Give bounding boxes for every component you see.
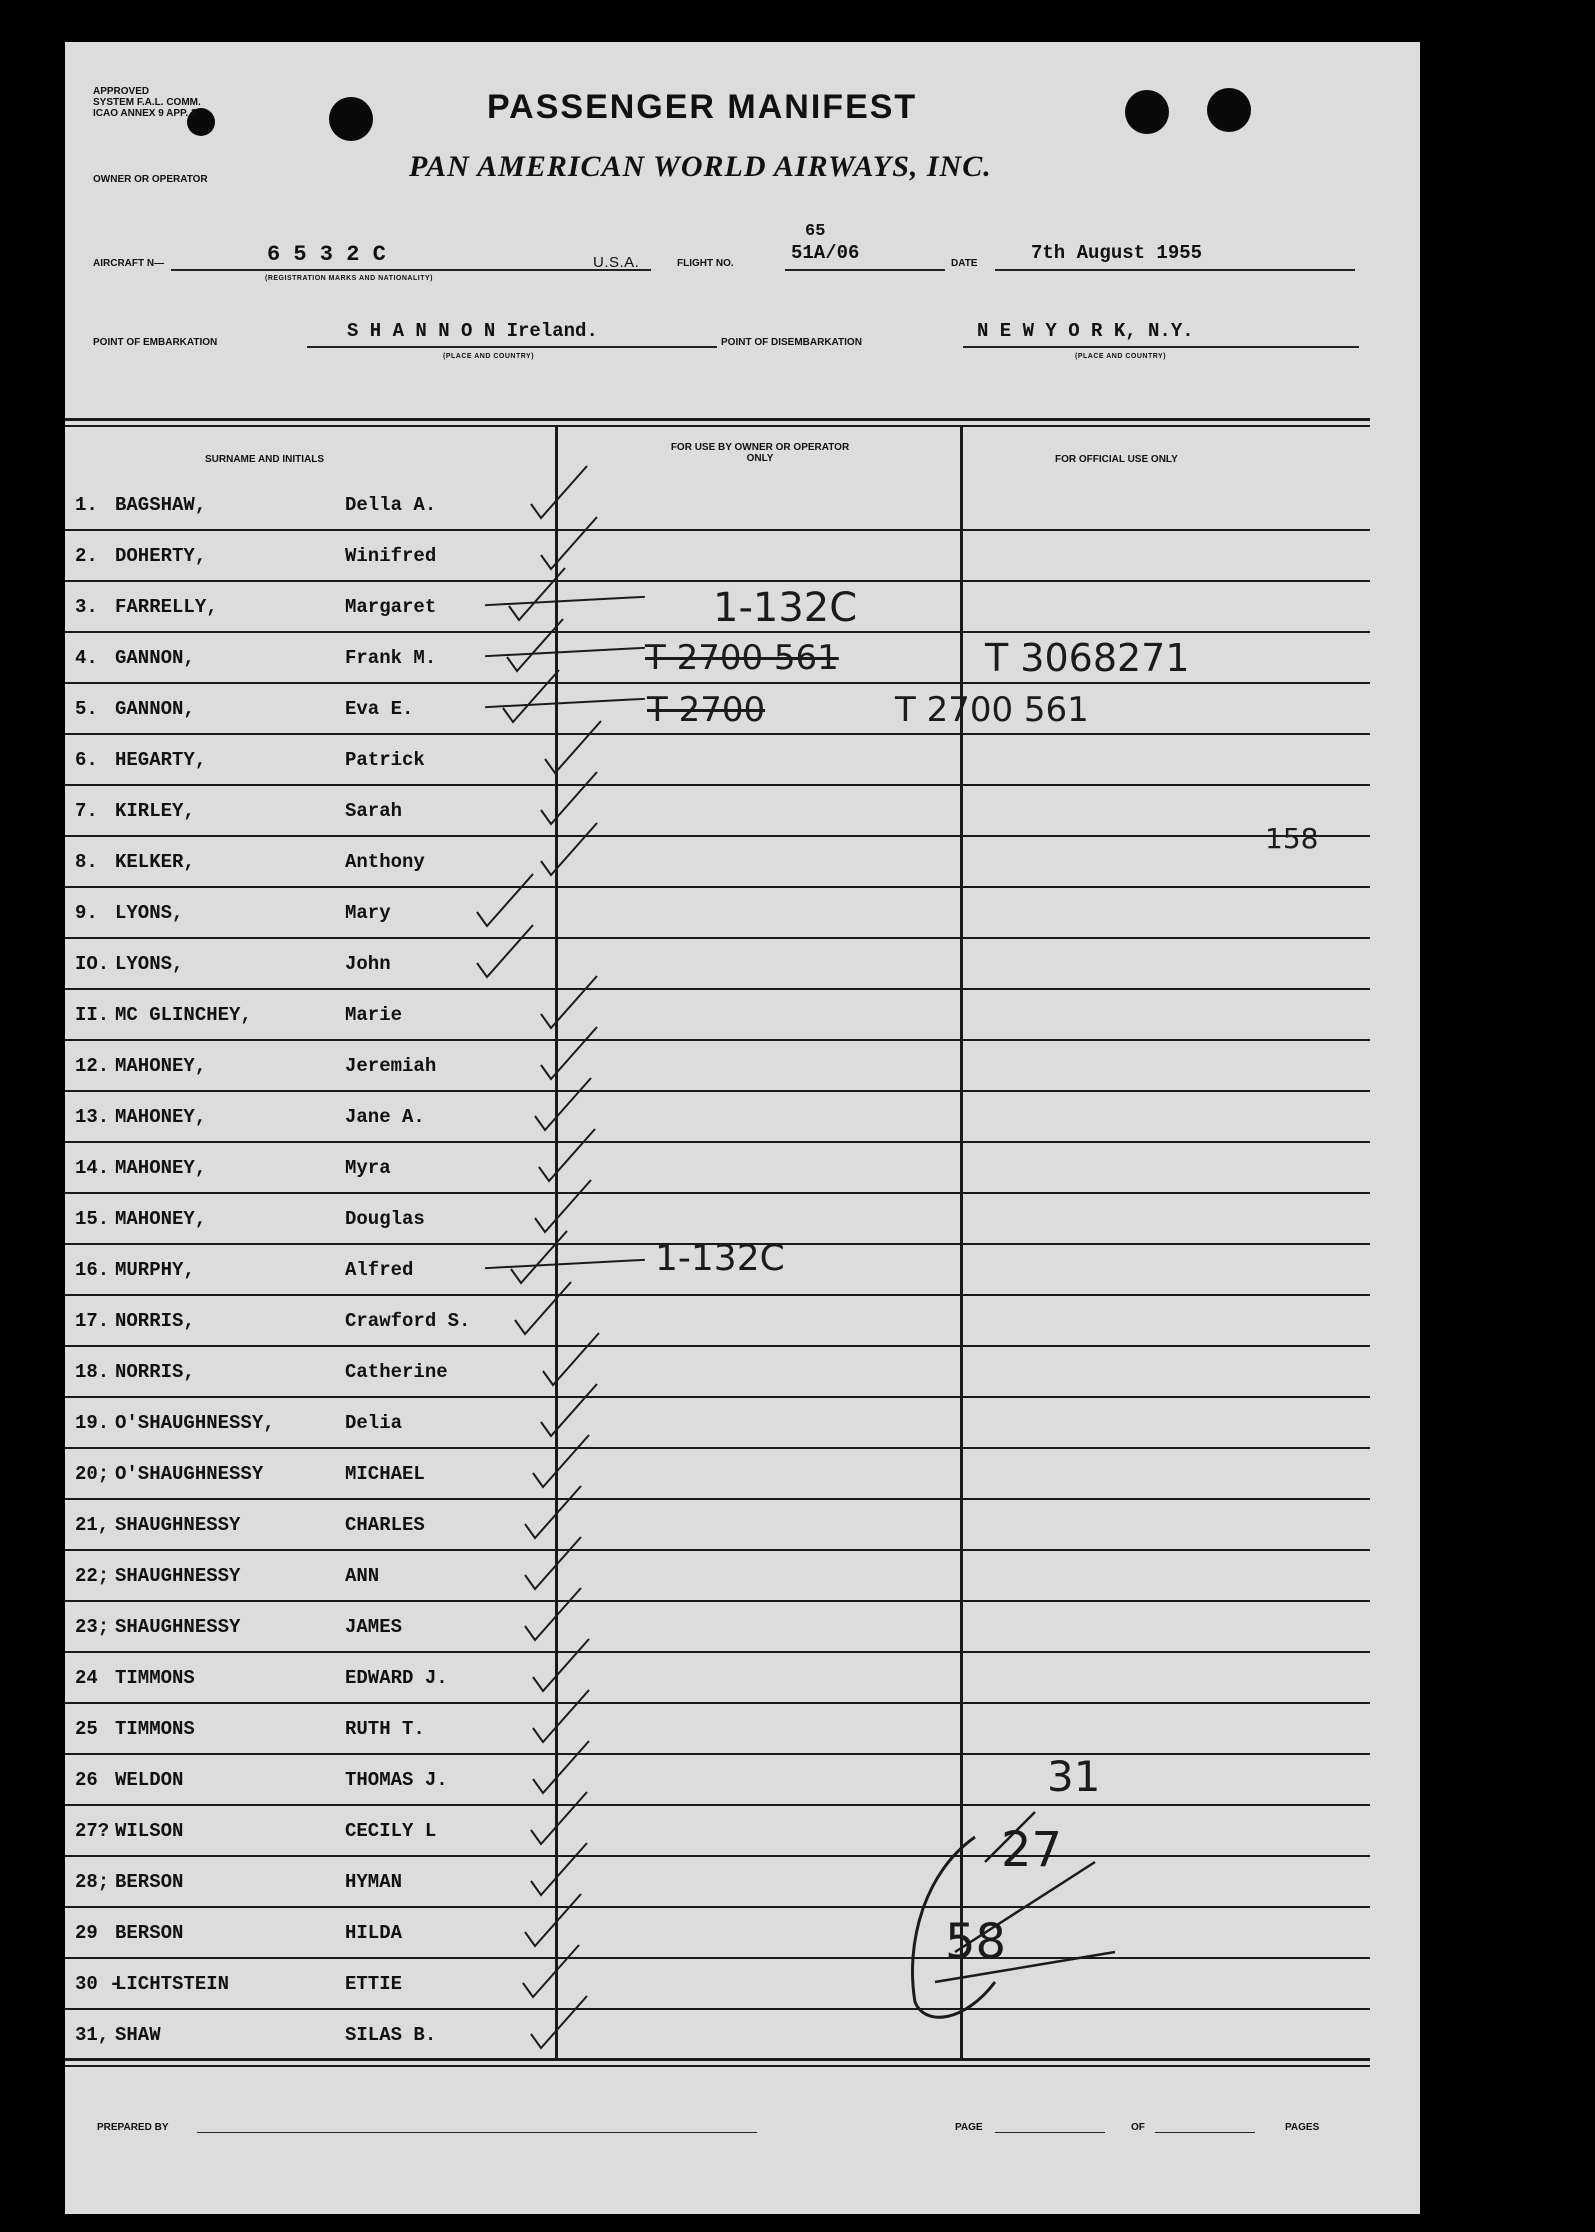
passenger-given-name: Anthony: [345, 851, 425, 873]
passenger-number: 27?: [75, 1820, 110, 1842]
table-row: [65, 1143, 1370, 1194]
passenger-number: IO.: [75, 953, 110, 975]
table-row: [65, 1449, 1370, 1500]
passenger-given-name: Catherine: [345, 1361, 448, 1383]
passenger-given-name: CHARLES: [345, 1514, 425, 1536]
passenger-surname: SHAUGHNESSY: [115, 1565, 241, 1587]
passenger-number: II.: [75, 1004, 110, 1026]
table-row: [65, 1398, 1370, 1449]
table-row: [65, 786, 1370, 837]
table-row: [65, 1347, 1370, 1398]
passenger-surname: DOHERTY,: [115, 545, 207, 567]
passenger-surname: SHAUGHNESSY: [115, 1514, 241, 1536]
aircraft-underline: [171, 269, 651, 271]
passenger-given-name: Jeremiah: [345, 1055, 437, 1077]
table-row: [65, 531, 1370, 582]
passenger-given-name: Mary: [345, 902, 391, 924]
passenger-number: 20;: [75, 1463, 110, 1485]
aircraft-sub: (REGISTRATION MARKS AND NATIONALITY): [265, 275, 433, 282]
table-row: [65, 888, 1370, 939]
check-mark-icon: [535, 819, 605, 879]
page-title: PASSENGER MANIFEST: [487, 88, 918, 126]
passenger-number: 13.: [75, 1106, 110, 1128]
passenger-number: 15.: [75, 1208, 110, 1230]
check-mark-icon: [471, 921, 541, 981]
punch-hole-right-1: [1125, 90, 1169, 134]
passenger-number: 14.: [75, 1157, 110, 1179]
passenger-surname: BERSON: [115, 1871, 184, 1893]
passenger-given-name: Frank M.: [345, 647, 437, 669]
flight-underline: [785, 269, 945, 271]
flight-value: 51A/06: [791, 242, 860, 264]
flight-top: 65: [805, 222, 826, 241]
date-label: DATE: [951, 258, 978, 269]
passenger-number: 4.: [75, 647, 98, 669]
passenger-number: 17.: [75, 1310, 110, 1332]
passenger-number: 31,: [75, 2024, 110, 2046]
passenger-number: 25: [75, 1718, 98, 1740]
passenger-surname: WILSON: [115, 1820, 184, 1842]
table-row: [65, 1857, 1370, 1908]
handwriting-row4-official: T 3068271: [985, 636, 1190, 680]
disembark-sub: (PLACE AND COUNTRY): [1075, 353, 1167, 360]
embark-sub: (PLACE AND COUNTRY): [443, 353, 535, 360]
passenger-given-name: Della A.: [345, 494, 437, 516]
passenger-surname: SHAW: [115, 2024, 161, 2046]
passenger-surname: LICHTSTEIN: [115, 1973, 230, 1995]
passenger-given-name: Sarah: [345, 800, 403, 822]
passenger-number: 18.: [75, 1361, 110, 1383]
passenger-number: 3.: [75, 596, 98, 618]
handwriting-row16-owner: 1-132C: [655, 1238, 785, 1279]
passenger-number: 9.: [75, 902, 98, 924]
passenger-number: 23;: [75, 1616, 110, 1638]
usa-label: U.S.A.: [593, 254, 640, 271]
passenger-surname: O'SHAUGHNESSY: [115, 1463, 264, 1485]
column-header-official: FOR OFFICIAL USE ONLY: [1055, 454, 1178, 465]
table-row: [65, 480, 1370, 531]
flight-label: FLIGHT NO.: [677, 258, 734, 269]
tally-mid: 27: [1001, 1822, 1063, 1878]
disembark-value: N E W Y O R K, N.Y.: [977, 320, 1194, 342]
passenger-given-name: Delia: [345, 1412, 403, 1434]
passenger-given-name: ETTIE: [345, 1973, 403, 1995]
table-row: [65, 1092, 1370, 1143]
passenger-surname: SHAUGHNESSY: [115, 1616, 241, 1638]
table-row: [65, 1755, 1370, 1806]
prepared-by-underline: [197, 2132, 757, 2133]
passenger-surname: MAHONEY,: [115, 1055, 207, 1077]
tally-scribble: [865, 1782, 1125, 2042]
table-row: [65, 1500, 1370, 1551]
passenger-surname: NORRIS,: [115, 1310, 195, 1332]
embark-value: S H A N N O N Ireland.: [347, 320, 598, 342]
passenger-given-name: Crawford S.: [345, 1310, 471, 1332]
passenger-given-name: Eva E.: [345, 698, 414, 720]
passenger-given-name: Jane A.: [345, 1106, 425, 1128]
handwriting-row8-official: 158: [1265, 822, 1319, 855]
passenger-surname: TIMMONS: [115, 1718, 195, 1740]
passenger-surname: NORRIS,: [115, 1361, 195, 1383]
disembark-underline: [963, 346, 1359, 348]
passenger-given-name: HYMAN: [345, 1871, 403, 1893]
table-row: [65, 1806, 1370, 1857]
passenger-surname: LYONS,: [115, 953, 184, 975]
handwriting-row5-owner: T 2700: [647, 690, 766, 730]
approved-block: [93, 86, 201, 119]
passenger-surname: LYONS,: [115, 902, 184, 924]
passenger-number: 8.: [75, 851, 98, 873]
of-label: OF: [1131, 2122, 1145, 2133]
passenger-surname: MURPHY,: [115, 1259, 195, 1281]
passenger-surname: BAGSHAW,: [115, 494, 207, 516]
punch-hole-left: [329, 97, 373, 141]
page-label: PAGE: [955, 2122, 983, 2133]
disembark-label: POINT OF DISEMBARKATION: [721, 337, 862, 348]
passenger-surname: MAHONEY,: [115, 1208, 207, 1230]
approved-line: SYSTEM F.A.L. COMM.: [93, 97, 201, 108]
passenger-given-name: Margaret: [345, 596, 437, 618]
pages-label: PAGES: [1285, 2122, 1320, 2133]
passenger-surname: GANNON,: [115, 647, 195, 669]
table-top-rule: [65, 418, 1370, 421]
passenger-given-name: SILAS B.: [345, 2024, 437, 2046]
table-row: [65, 1551, 1370, 1602]
passenger-given-name: HILDA: [345, 1922, 403, 1944]
table-row: [65, 1959, 1370, 2010]
passenger-given-name: Alfred: [345, 1259, 414, 1281]
airline-name: PAN AMERICAN WORLD AIRWAYS, INC.: [409, 150, 992, 183]
passenger-number: 24: [75, 1667, 98, 1689]
passenger-number: 16.: [75, 1259, 110, 1281]
column-header-names: SURNAME AND INITIALS: [205, 454, 325, 465]
passenger-surname: MAHONEY,: [115, 1157, 207, 1179]
passenger-number: 12.: [75, 1055, 110, 1077]
aircraft-value: 6 5 3 2 C: [267, 242, 386, 267]
passenger-given-name: Patrick: [345, 749, 425, 771]
handwriting-row5-official: T 2700 561: [895, 690, 1089, 730]
punch-hole-right-2: [1207, 88, 1251, 132]
date-value: 7th August 1955: [1031, 242, 1203, 264]
passenger-number: 1.: [75, 494, 98, 516]
passenger-given-name: CECILY L: [345, 1820, 437, 1842]
passenger-given-name: Marie: [345, 1004, 403, 1026]
table-row: [65, 2010, 1370, 2061]
passenger-given-name: EDWARD J.: [345, 1667, 448, 1689]
table-row: [65, 1602, 1370, 1653]
table-bottom-rule: [65, 2058, 1370, 2061]
passenger-given-name: Winifred: [345, 545, 437, 567]
passenger-given-name: MICHAEL: [345, 1463, 425, 1485]
passenger-given-name: ANN: [345, 1565, 380, 1587]
column-header-owner: FOR USE BY OWNER OR OPERATOR ONLY: [670, 442, 850, 464]
passenger-given-name: JAMES: [345, 1616, 403, 1638]
handwriting-row3-owner: 1-132C: [713, 585, 858, 631]
passenger-given-name: RUTH T.: [345, 1718, 425, 1740]
embark-underline: [307, 346, 717, 348]
approved-line: ICAO ANNEX 9 APP. 2: [93, 108, 197, 119]
owner-label: OWNER OR OPERATOR: [93, 174, 208, 185]
passenger-number: 19.: [75, 1412, 110, 1434]
table-row: [65, 1296, 1370, 1347]
check-mark-icon: [525, 1992, 595, 2052]
passenger-surname: HEGARTY,: [115, 749, 207, 771]
passenger-given-name: Douglas: [345, 1208, 425, 1230]
passenger-number: 28;: [75, 1871, 110, 1893]
of-underline: [1155, 2132, 1255, 2133]
passenger-surname: MC GLINCHEY,: [115, 1004, 252, 1026]
passenger-surname: KIRLEY,: [115, 800, 195, 822]
passenger-number: 7.: [75, 800, 98, 822]
date-underline: [995, 269, 1355, 271]
table-row: [65, 939, 1370, 990]
table-row: [65, 990, 1370, 1041]
table-row: [65, 1908, 1370, 1959]
passenger-number: 5.: [75, 698, 98, 720]
passenger-surname: WELDON: [115, 1769, 184, 1791]
passenger-given-name: John: [345, 953, 391, 975]
passenger-number: 21,: [75, 1514, 110, 1536]
embark-label: POINT OF EMBARKATION: [93, 337, 218, 348]
passenger-number: 29: [75, 1922, 98, 1944]
page-underline: [995, 2132, 1105, 2133]
passenger-surname: KELKER,: [115, 851, 195, 873]
approved-line: APPROVED: [93, 86, 150, 97]
passenger-number: 26: [75, 1769, 98, 1791]
passenger-given-name: Myra: [345, 1157, 391, 1179]
table-row: [65, 1704, 1370, 1755]
table-row: [65, 837, 1370, 888]
passenger-surname: TIMMONS: [115, 1667, 195, 1689]
passenger-surname: FARRELLY,: [115, 596, 218, 618]
manifest-sheet: [65, 42, 1420, 2214]
passenger-number: 22;: [75, 1565, 110, 1587]
passenger-surname: O'SHAUGHNESSY,: [115, 1412, 275, 1434]
table-row: [65, 735, 1370, 786]
prepared-by-label: PREPARED BY: [97, 2122, 169, 2133]
passenger-given-name: THOMAS J.: [345, 1769, 448, 1791]
passenger-surname: GANNON,: [115, 698, 195, 720]
aircraft-label: AIRCRAFT N—: [93, 258, 165, 269]
tally-top: 31: [1047, 1752, 1101, 1801]
passenger-number: 6.: [75, 749, 98, 771]
table-top-rule-2: [65, 425, 1370, 427]
passenger-surname: BERSON: [115, 1922, 184, 1944]
handwriting-row4-owner: T 2700 561: [645, 638, 839, 678]
passenger-number: 30 -: [75, 1973, 121, 1995]
table-row: [65, 1653, 1370, 1704]
passenger-surname: MAHONEY,: [115, 1106, 207, 1128]
tally-bottom: 58: [945, 1914, 1007, 1970]
passenger-number: 2.: [75, 545, 98, 567]
table-bottom-rule-2: [65, 2065, 1370, 2067]
table-row: [65, 1041, 1370, 1092]
